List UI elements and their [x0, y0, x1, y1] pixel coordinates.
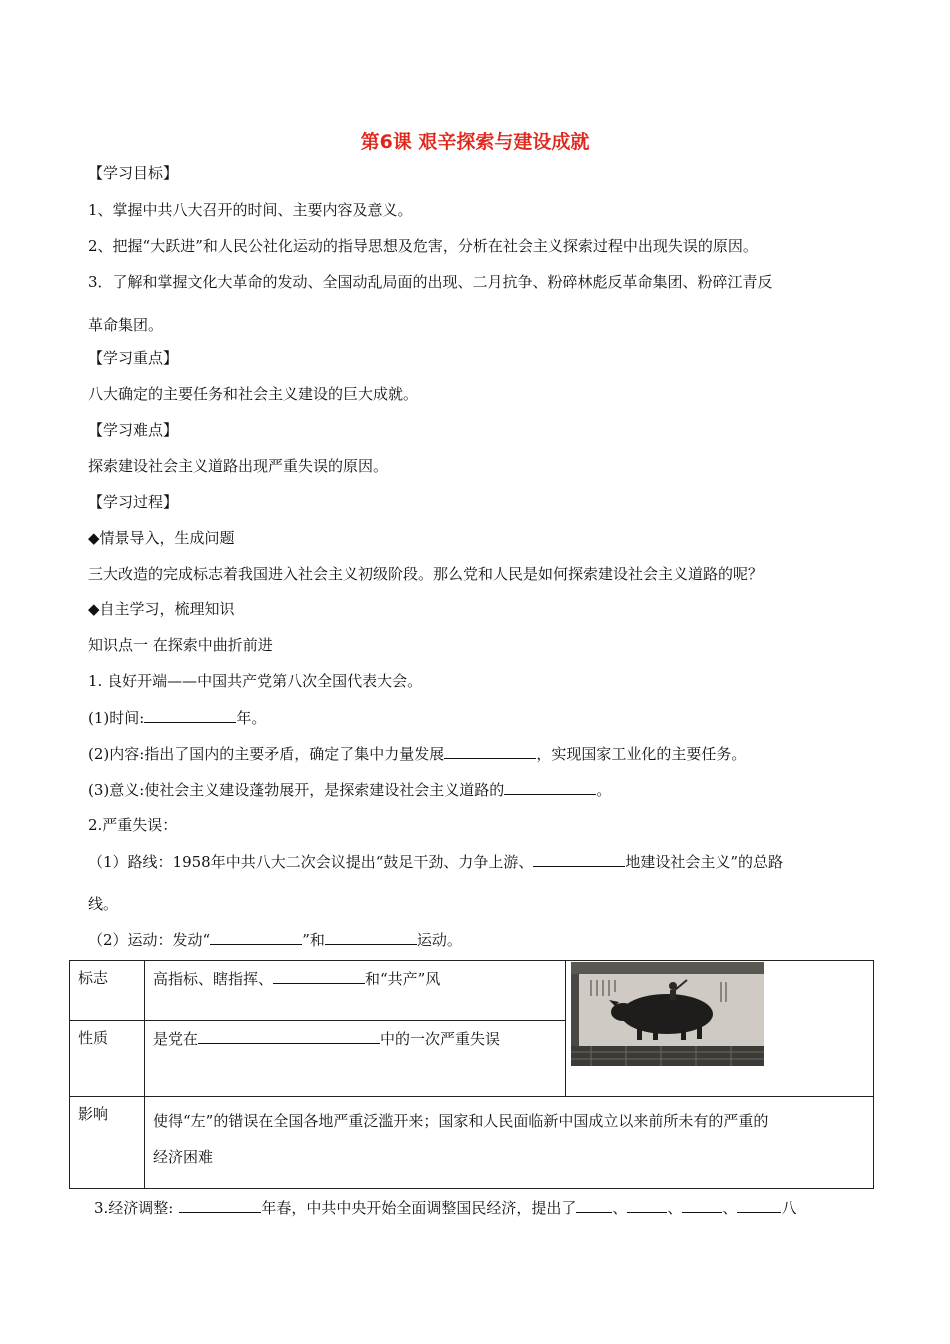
key-text: 八大确定的主要任务和社会主义建设的巨大成就。 — [88, 385, 419, 403]
row-sign-content: 高指标、瞎指挥、 和“共产”风 — [145, 961, 566, 1021]
key-header: 【学习重点】 — [88, 349, 179, 367]
blank[interactable] — [444, 742, 536, 759]
item-2-route-cont: 线。 — [88, 895, 119, 913]
goal-2: 2、把握“大跃进”和人民公社化运动的指导思想及危害，分析在社会主义探索过程中出现失误的原因。 — [88, 237, 758, 255]
row-label-nature: 性质 — [70, 1021, 145, 1097]
page-title: 第6课 艰辛探索与建设成就 — [360, 131, 590, 153]
process-header: 【学习过程】 — [88, 493, 179, 511]
intro-text: 三大改造的完成标志着我国进入社会主义初级阶段。那么党和人民是如何探索建设社会主义道路的呢？ — [88, 565, 764, 583]
blank[interactable] — [325, 928, 417, 945]
blank[interactable] — [682, 1196, 722, 1213]
item-1: 1. 良好开端——中国共产党第八次全国代表大会。 — [88, 672, 423, 690]
goal-3: 3．了解和掌握文化大革命的发动、全国动乱局面的出现、二月抗争、粉碎林彪反革命集团、粉碎江青反 — [88, 273, 773, 291]
item-2: 2.严重失误： — [88, 816, 178, 834]
blank[interactable] — [210, 928, 302, 945]
item-2-movement: （2）运动：发动“ ”和 运动。 — [88, 928, 870, 951]
blank[interactable] — [533, 850, 625, 867]
difficulty-text: 探索建设社会主义道路出现严重失误的原因。 — [88, 457, 389, 475]
big-pig-propaganda-image — [571, 962, 764, 1066]
difficulty-header: 【学习难点】 — [88, 421, 179, 439]
blank[interactable] — [198, 1027, 380, 1044]
goal-1: 1、掌握中共八大召开的时间、主要内容及意义。 — [88, 201, 413, 219]
self-study-header: ◆自主学习，梳理知识 — [88, 600, 235, 618]
row-label-impact: 影响 — [70, 1097, 145, 1189]
blank[interactable] — [144, 706, 236, 723]
intro-header: ◆情景导入，生成问题 — [88, 529, 235, 547]
row-impact-content: 使得“左”的错误在全国各地严重泛滥开来；国家和人民面临新中国成立以来前所未有的严重的 经济困难 — [145, 1097, 874, 1189]
blank[interactable] — [737, 1196, 781, 1213]
item-1-time: (1)时间: 年。 — [88, 706, 870, 729]
item-1-significance: (3)意义:使社会主义建设蓬勃展开，是探索建设社会主义道路的 。 — [88, 778, 870, 801]
blank[interactable] — [627, 1196, 667, 1213]
goal-3-cont: 革命集团。 — [88, 316, 164, 334]
blank[interactable] — [179, 1196, 261, 1213]
blank[interactable] — [273, 967, 365, 984]
blank[interactable] — [504, 778, 596, 795]
item-1-content: (2)内容:指出了国内的主要矛盾，确定了集中力量发展 ，实现国家工业化的主要任务。 — [88, 742, 870, 765]
knowledge-point-1: 知识点一 在探索中曲折前进 — [88, 636, 273, 654]
item-3: 3.经济调整: 年春，中共中央开始全面调整国民经济，提出了 、 、 、 八 — [94, 1196, 880, 1219]
goals-header: 【学习目标】 — [88, 164, 179, 182]
row-label-sign: 标志 — [70, 961, 145, 1021]
blank[interactable] — [576, 1196, 612, 1213]
item-2-route: （1）路线：1958年中共八大二次会议提出“鼓足干劲、力争上游、 地建设社会主义”的总路 — [88, 850, 870, 873]
row-nature-content: 是党在 中的一次严重失误 — [145, 1021, 566, 1097]
